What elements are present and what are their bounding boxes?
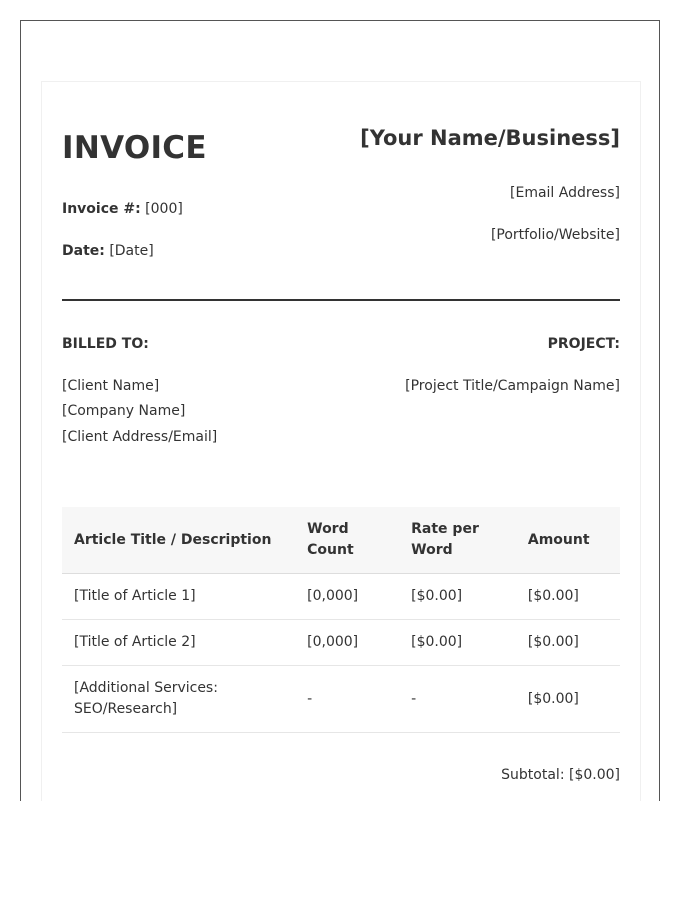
project-label: PROJECT:	[547, 336, 620, 352]
email-address: [Email Address]	[510, 185, 620, 201]
cell-description	[62, 620, 295, 666]
invoice-number	[62, 201, 183, 217]
cell-text: [0,000]	[307, 588, 359, 604]
cell-word-count	[295, 666, 399, 733]
portfolio-website: [Portfolio/Website]	[490, 227, 620, 243]
subtotal: Subtotal: [$0.00]	[501, 767, 620, 783]
invoice-date-label: Date:	[62, 243, 105, 259]
cell-text: [Title of Article 2]	[74, 634, 196, 650]
table-row	[62, 666, 620, 733]
line-items-table	[62, 507, 620, 733]
header-word-count-line: Count	[307, 542, 354, 558]
cell-text: [$0.00]	[527, 588, 579, 604]
cell-text: -	[411, 690, 417, 707]
header-word-count-line: Word	[307, 521, 349, 537]
cell-text: [$0.00]	[527, 690, 579, 707]
business-name: [Your Name/Business]	[360, 126, 620, 150]
invoice-title: INVOICE	[62, 130, 207, 166]
page-frame	[20, 20, 660, 801]
cell-rate	[399, 666, 516, 733]
billed-to-label: BILLED TO:	[62, 336, 149, 352]
cell-amount	[516, 620, 620, 666]
cell-description	[62, 574, 295, 620]
invoice-date-value: [Date]	[109, 243, 154, 259]
table-row	[62, 574, 620, 620]
table-header-row	[62, 507, 620, 574]
cell-text: [$0.00]	[527, 634, 579, 650]
invoice-number-label: Invoice #:	[62, 201, 141, 217]
invoice-sheet	[41, 81, 641, 801]
invoice-number-value: [000]	[145, 201, 183, 217]
header-divider	[62, 299, 620, 301]
header-description	[62, 507, 295, 574]
header-amount	[516, 507, 620, 574]
header-amount-line: Amount	[527, 531, 590, 548]
header-rate	[399, 507, 516, 574]
cell-description	[62, 666, 295, 733]
cell-word-count	[295, 574, 399, 620]
cell-text: SEO/Research]	[74, 701, 178, 717]
header-word-count	[295, 507, 399, 574]
cell-rate	[399, 620, 516, 666]
table-row	[62, 620, 620, 666]
cell-amount	[516, 666, 620, 733]
cell-text: [$0.00]	[411, 588, 463, 604]
invoice-date	[62, 243, 154, 259]
header-rate-line: Rate per	[411, 521, 479, 537]
cell-amount	[516, 574, 620, 620]
company-name: [Company Name]	[62, 403, 186, 419]
header-rate-line: Word	[411, 542, 453, 558]
cell-word-count	[295, 620, 399, 666]
cell-text: -	[307, 690, 313, 707]
cell-text: [Title of Article 1]	[74, 588, 196, 604]
cell-rate	[399, 574, 516, 620]
header-description-line: Article Title / Description	[74, 531, 272, 548]
project-title: [Project Title/Campaign Name]	[405, 378, 620, 394]
client-name: [Client Name]	[62, 378, 160, 394]
cell-text: [0,000]	[307, 634, 359, 650]
cell-text: [Additional Services:	[74, 680, 218, 696]
client-address: [Client Address/Email]	[62, 429, 218, 445]
cell-text: [$0.00]	[411, 634, 463, 650]
